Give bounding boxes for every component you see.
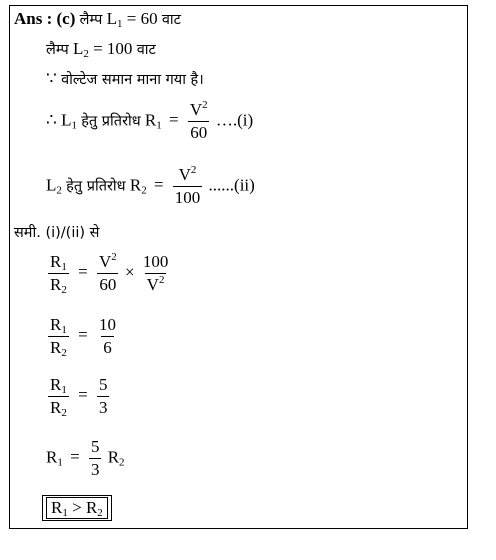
step-2: $\frac{R_1}{R_2}$ = $\frac{10}{6}$ (50, 315, 116, 359)
equation-intro: समी. (i)/(ii) से (14, 225, 100, 241)
step-3: $\frac{R_1}{R_2}$ = $\frac{5}{3}$ (50, 375, 108, 419)
r2-fraction: $\frac{V^2}{100}$ (174, 164, 201, 207)
ratio-fraction: $\frac{R_1}{R_2}$ (50, 375, 67, 419)
final-answer-box (42, 495, 112, 521)
ratio-fraction: $\frac{R_1}{R_2}$ (50, 315, 67, 359)
100-over-v2-fraction: $\frac{100}{V^2}$ (142, 252, 169, 294)
final-answer: $R_1 > R_2$ (46, 497, 108, 519)
ten-over-six-fraction: $\frac{10}{6}$ (98, 315, 116, 357)
ratio-fraction: $\frac{R_1}{R_2}$ (50, 252, 67, 296)
five-over-three-fraction: $\frac{5}{3}$ (98, 375, 108, 417)
five-over-three-fraction: $\frac{5}{3}$ (90, 437, 100, 479)
answer-line-1: Ans : (c) लैम्प $L_1 = 60$ वाट (14, 9, 181, 30)
answer-line-2: लैम्प $L_2 = 100$ वाट (46, 39, 156, 60)
because-symbol: ∵ (46, 69, 57, 88)
answer-label: Ans : (c) (14, 9, 76, 28)
therefore-symbol: ∴ (46, 110, 57, 130)
step-4: $R_1$ = $\frac{5}{3}$ $R_2$ (46, 437, 125, 479)
r1-line: ∴ $L_1$ हेतु प्रतिरोध $R_1$ = $\frac{V^2}{60}$ ….(i) (46, 99, 254, 142)
since-line: ∵ वोल्टेज समान माना गया है। (46, 69, 204, 88)
step-1: $\frac{R_1}{R_2}$ = $\frac{V^2}{60}$ × $\frac{100}{V^2}$ (50, 251, 169, 296)
r2-line: $L_2$ हेतु प्रतिरोध $R_2$ = $\frac{V^2}{100}$ ......(ii) (46, 164, 255, 207)
r1-fraction: $\frac{V^2}{60}$ (189, 99, 208, 142)
v2-over-60-fraction: $\frac{V^2}{60}$ (98, 251, 117, 294)
